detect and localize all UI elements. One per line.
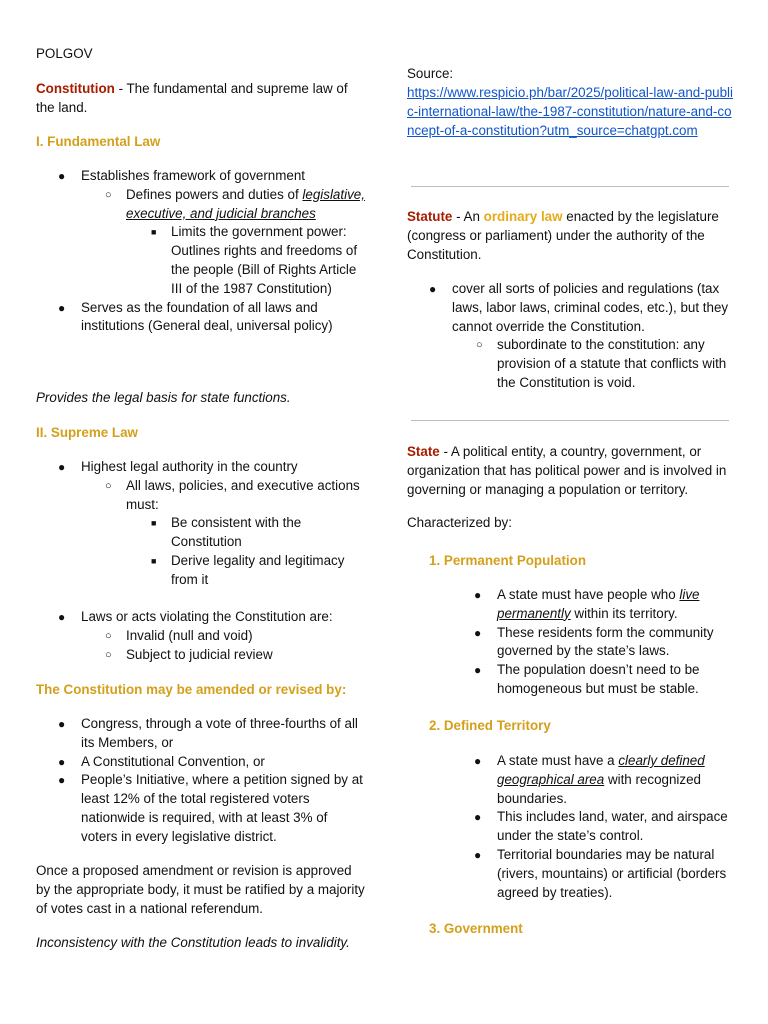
fundamental-law-note: Provides the legal basis for state functions.: [36, 390, 291, 405]
list-item: ● People’s Initiative, where a petition signed by at least 12% of the total registered voters nationwide is required, with at least 3% of voters in every legislative district.: [58, 772, 363, 844]
circle-bullet-icon: ○: [105, 188, 112, 201]
list-item: ● Highest legal authority in the country ○ All laws, policies, and executive actions must: ■ Be consistent with the Constitution ■ Derive legality and legitimacy from it: [36, 458, 366, 590]
circle-bullet-icon: ○: [105, 479, 112, 492]
permanent-population-heading: 1. Permanent Population: [429, 553, 586, 568]
list-item: ● This includes land, water, and airspace under the state’s control.: [474, 809, 728, 844]
bullet-icon: ●: [58, 460, 66, 474]
source-link-block: [407, 84, 733, 140]
list-item: ● Laws or acts violating the Constitution are: ○ Invalid (null and void) ○ Subject to judicial review: [36, 608, 366, 664]
government-heading: 3. Government: [429, 921, 523, 936]
circle-bullet-icon: ○: [476, 339, 483, 352]
bullet-icon: ●: [474, 754, 482, 768]
bullet-icon: ●: [58, 773, 66, 788]
source-link[interactable]: https://www.respicio.ph/bar/2025/political-law-and-public-international-law/the-1987-constitution/nature-and-concept-of-a-constitution?utm_source=chatgpt.com: [407, 85, 734, 138]
circle-bullet-icon: ○: [105, 629, 112, 642]
statute-term: Statute: [407, 209, 453, 224]
square-bullet-icon: ■: [151, 555, 157, 566]
list-item: ● Establishes framework of government ○ Defines powers and duties of legislative, executive, and judicial branches ■ Limits the government power: Outlines rights and freedoms of the people (Bill of Rights Article III of the 1987 Constitution): [36, 167, 366, 299]
divider: [411, 186, 729, 187]
source-label: Source:: [407, 66, 454, 81]
constitution-term: Constitution: [36, 81, 115, 96]
list-item: ● These residents form the community governed by the state’s laws.: [474, 624, 714, 659]
fundamental-law-list: [36, 167, 366, 336]
bullet-icon: ●: [58, 300, 66, 315]
bullet-icon: ●: [474, 663, 482, 678]
square-bullet-icon: ■: [151, 518, 157, 529]
supreme-law-list-1: [36, 458, 366, 590]
bullet-icon: ●: [58, 717, 66, 731]
list-item: ● cover all sorts of policies and regulations (tax laws, labor laws, criminal codes, etc.), but they cannot override the Constitution. ○ subordinate to the constitution: any provision of a statute that conflicts with the Constitution is void.: [407, 280, 733, 393]
list-item: ● The population doesn’t need to be homogeneous but must be stable.: [474, 662, 700, 696]
bullet-icon: ●: [474, 847, 482, 862]
list-item: ● Territorial boundaries may be natural (rivers, mountains) or artificial (borders agreed by treaties).: [474, 846, 727, 900]
bullet-icon: ●: [58, 169, 66, 183]
circle-bullet-icon: ○: [105, 648, 112, 661]
bullet-icon: ●: [474, 625, 482, 640]
statute-definition: Statute - An ordinary law enacted by the legislature (congress or parliament) under the authority of the Constitution.: [407, 209, 719, 262]
amendment-heading: The Constitution may be amended or revised by:: [36, 682, 347, 697]
divider: [411, 420, 729, 421]
territory-list: [452, 752, 733, 902]
fundamental-law-heading: I. Fundamental Law: [36, 134, 161, 149]
list-item: ● A state must have people who live permanently within its territory.: [474, 587, 700, 621]
supreme-law-heading: II. Supreme Law: [36, 425, 138, 440]
amendment-list: [36, 715, 366, 847]
list-item: ○ Defines powers and duties of legislative, executive, and judicial branches ■ Limits the government power: Outlines rights and freedoms of the people (Bill of Rights Article III of the 1987 Constitution): [81, 186, 366, 299]
list-item: ● Serves as the foundation of all laws and institutions (General deal, universal policy): [58, 299, 333, 334]
bullet-icon: ●: [58, 754, 66, 769]
list-item: ■ Be consistent with the Constitution: [151, 515, 302, 550]
supreme-law-list-2: [36, 608, 366, 664]
list-item: ● A state must have a clearly defined geographical area with recognized boundaries.: [474, 753, 705, 806]
state-definition: State - A political entity, a country, government, or organization that has political power and is involved in governing or managing a population or territory.: [407, 444, 727, 497]
list-item: ● A Constitutional Convention, or: [36, 753, 366, 772]
list-item: ○ Subject to judicial review: [81, 646, 366, 665]
bullet-icon: ●: [429, 282, 437, 296]
list-item: ■ Limits the government power: Outlines rights and freedoms of the people (Bill of Rights Article III of the 1987 Constitution): [151, 224, 358, 296]
invalidity-note: Inconsistency with the Constitution leads to invalidity.: [36, 935, 350, 950]
state-term: State: [407, 444, 440, 459]
characterized-by: Characterized by:: [407, 515, 512, 530]
list-item: ○ All laws, policies, and executive actions must: ■ Be consistent with the Constitution ■ Derive legality and legitimacy from it: [81, 477, 366, 590]
statute-list: [407, 280, 733, 393]
doc-title: POLGOV: [36, 46, 93, 61]
constitution-definition: Constitution - The fundamental and supreme law of the land.: [36, 81, 348, 115]
population-list: [452, 586, 733, 699]
list-item: ■ Derive legality and legitimacy from it: [151, 552, 345, 587]
bullet-icon: ●: [58, 610, 66, 624]
list-item: ○ subordinate to the constitution: any provision of a statute that conflicts with the Constitution is void.: [476, 337, 727, 390]
square-bullet-icon: ■: [151, 227, 157, 238]
list-item: ● Congress, through a vote of three-fourths of all its Members, or: [58, 716, 358, 750]
ratification-paragraph: Once a proposed amendment or revision is approved by the appropriate body, it must be ratified by a majority of votes cast in a national referendum.: [36, 863, 365, 916]
list-item: ○ Invalid (null and void): [81, 627, 366, 646]
defined-territory-heading: 2. Defined Territory: [429, 718, 551, 733]
bullet-icon: ●: [474, 810, 482, 825]
bullet-icon: ●: [474, 588, 482, 602]
